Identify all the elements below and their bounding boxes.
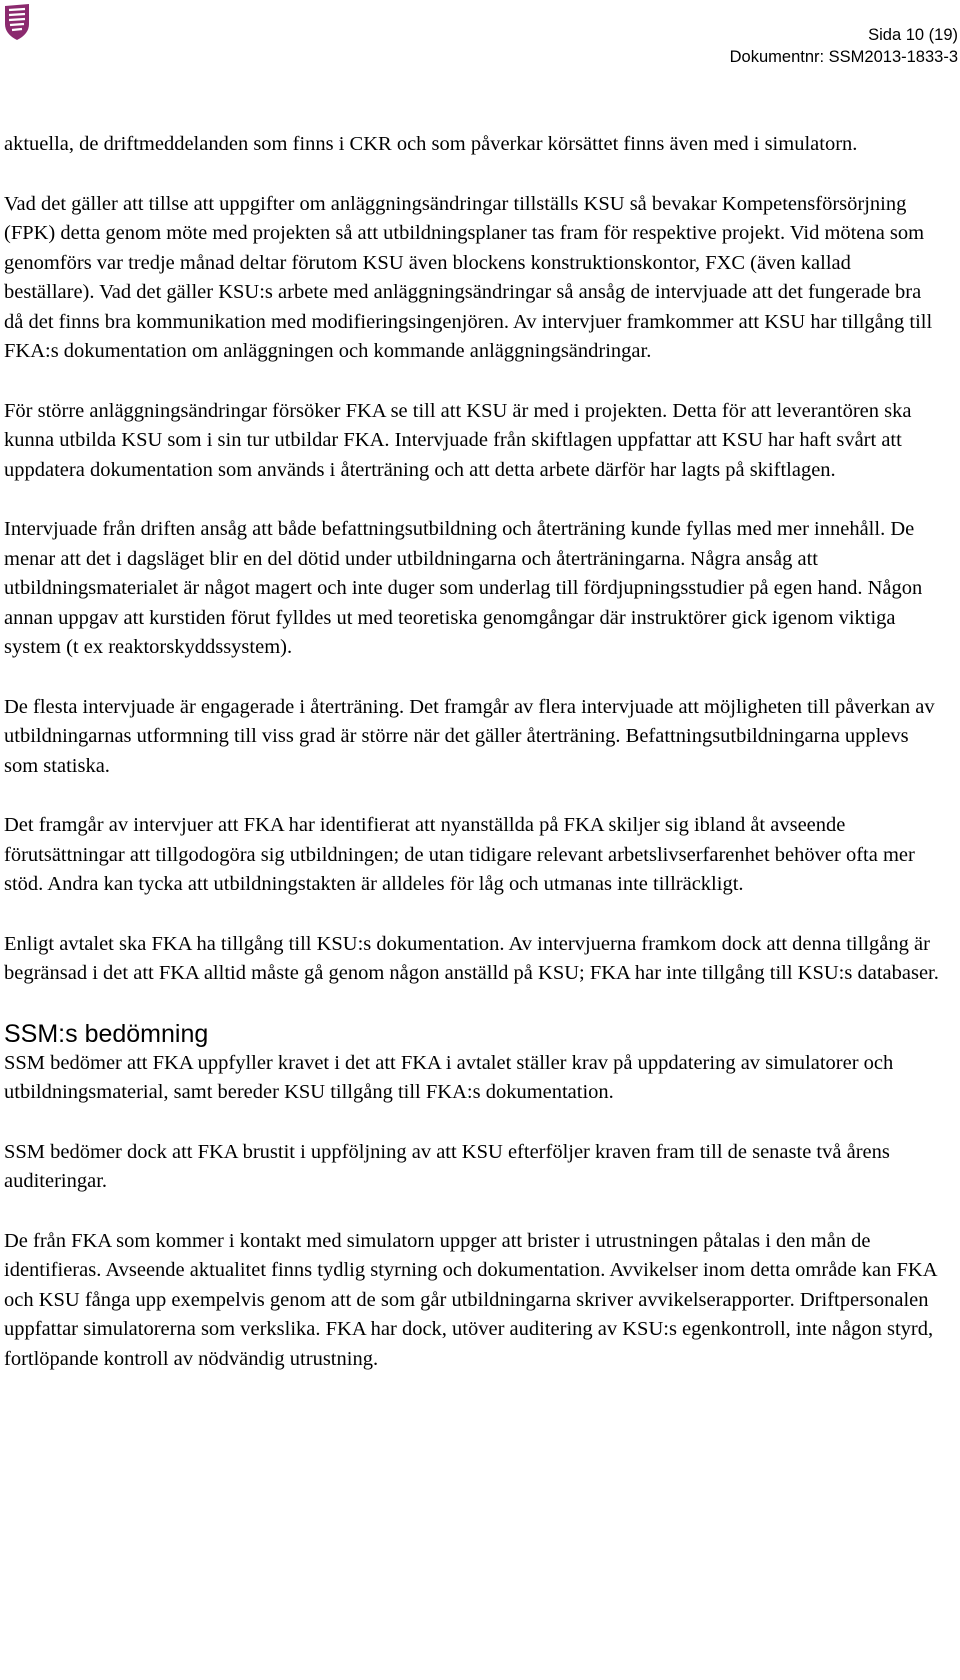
- document-body: [4, 130, 939, 1404]
- header-info: [730, 24, 958, 68]
- paragraph: Vad det gäller att tillse att uppgifter om anläggningsändringar tillställs KSU så bevakar Kompetensförsörjning (FPK) detta genom möte med projekten så att utbildningsplaner tas fram för respektive projekt. Vid mötena som genomförs var tredje månad deltar förutom KSU även blockens konstruktionskontor, FXC (även kallad beställare). Vad det gäller KSU:s arbete med anläggningsändringar så ansåg de intervjuade att det fungerade bra då det finns bra kommunikation med modifieringsingenjören. Av intervjuer framkommer att KSU har tillgång till FKA:s dokumentation om anläggningen och kommande anläggningsändringar.: [4, 192, 933, 362]
- paragraph: Det framgår av intervjuer att FKA har identifierat att nyanställda på FKA skiljer sig ibland åt avseende förutsättningar att tillgodogöra sig utbildningen; de utan tidigare relevant arbetslivserfarenhet behöver ofta mer stöd. Andra kan tycka att utbildningstakten är alldeles för låg och utmanas inte tillräckligt.: [4, 814, 915, 895]
- page-number: Sida 10 (19): [868, 26, 958, 44]
- paragraph: SSM bedömer att FKA uppfyller kravet i det att FKA i avtalet ställer krav på uppdatering av simulatorer och utbildningsmaterial, samt bereder KSU tillgång till FKA:s dokumentation.: [4, 1051, 894, 1103]
- paragraph: För större anläggningsändringar försöker FKA se till att KSU är med i projekten. Detta för att leverantören ska kunna utbilda KSU som i sin tur utbildar FKA. Intervjuade från skiftlagen uppfattar att KSU har haft svårt att uppdatera dokumentation som används i återträning och att detta arbete därför har lagts på skiftlagen.: [4, 399, 912, 481]
- paragraph: Enligt avtalet ska FKA ha tillgång till KSU:s dokumentation. Av intervjuerna framkom dock att denna tillgång är begränsad i det att FKA alltid måste gå genom någon anställd på KSU; FKA har inte tillgång till KSU:s databaser.: [4, 932, 939, 984]
- page-header: [0, 0, 960, 80]
- document-number: Dokumentnr: SSM2013-1833-3: [729, 48, 958, 66]
- ssm-shield-logo-icon: [3, 2, 31, 42]
- paragraph: aktuella, de driftmeddelanden som finns i CKR och som påverkar körsättet finns även med i simulatorn.: [4, 133, 858, 155]
- paragraph: Intervjuade från driften ansåg att både befattningsutbildning och återträning kunde fyllas med mer innehåll. De menar att det i dagsläget blir en del dötid under utbildningarna och återträningarna. Några ansåg att utbildningsmaterialet är något magert och inte duger som underlag till fördjupningsstudier på egen hand. Någon annan uppgav att kurstiden förut fylldes ut med teoretiska genomgångar där instruktörer gick igenom viktiga system (t ex reaktorskyddssystem).: [4, 518, 923, 658]
- paragraph: SSM bedömer dock att FKA brustit i uppföljning av att KSU efterföljer kraven fram till de senaste två årens auditeringar.: [4, 1140, 890, 1192]
- paragraph: De flesta intervjuade är engagerade i återträning. Det framgår av flera intervjuade att möjligheten till påverkan av utbildningarnas utformning till viss grad är större när det gäller återträning. Befattningsutbildningarna upplevs som statiska.: [4, 695, 935, 777]
- section-heading: SSM:s bedömning: [4, 1019, 209, 1048]
- paragraph: De från FKA som kommer i kontakt med simulatorn uppger att brister i utrustningen påtalas i den mån de identifieras. Avseende aktualitet finns tydlig styrning och dokumentation. Avvikelser inom detta område kan FKA och KSU fånga upp exempelvis genom att de som går utbildningarna skriver avvikelserapporter. Driftpersonalen uppfattar simulatorerna som verkslika. FKA har dock, utöver auditering av KSU:s egenkontroll, inte någon styrd, fortlöpande kontroll av nödvändig utrustning.: [4, 1229, 937, 1370]
